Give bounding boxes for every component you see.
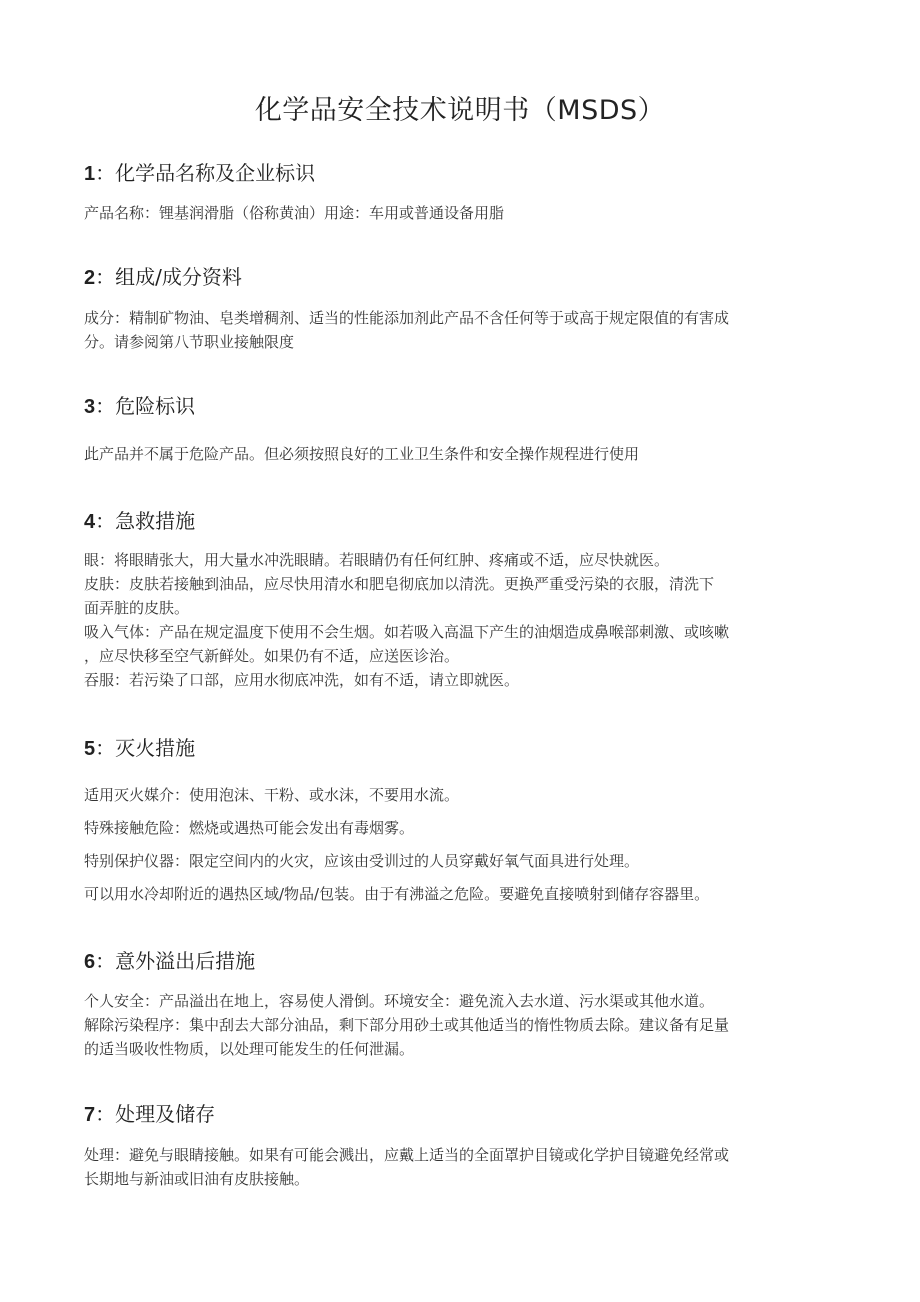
section-1: [84, 160, 844, 187]
section-title: ：组成/成分资料: [95, 265, 242, 289]
section-heading: [84, 1101, 844, 1128]
section-number: 1: [84, 163, 96, 185]
section-heading: [84, 264, 844, 291]
paragraph-line: 产品名称：锂基润滑脂（俗称黄油）用途：车用或普通设备用脂: [84, 204, 505, 222]
section-4-body: [84, 548, 844, 692]
paragraph-line: 吸入气体：产品在规定温度下使用不会生烟。如若吸入高温下产生的油烟造成鼻喉部刺激、或咳嗽: [84, 623, 730, 641]
paragraph-line: 眼：将眼睛张大，用大量水冲洗眼睛。若眼睛仍有任何红肿、疼痛或不适，应尽快就医。: [84, 551, 670, 569]
section-number: 7: [84, 1104, 96, 1126]
section-6-body: [84, 989, 844, 1061]
paragraph-line: 处理：避免与眼睛接触。如果有可能会溅出，应戴上适当的全面罩护目镜或化学护目镜避免经常或: [84, 1146, 730, 1164]
section-3: [84, 393, 844, 420]
section-heading: [84, 508, 844, 535]
paragraph-line: 此产品并不属于危险产品。但必须按照良好的工业卫生条件和安全操作规程进行使用: [84, 445, 640, 463]
section-heading: [84, 160, 844, 187]
section-5: [84, 735, 844, 762]
section-number: 3: [84, 396, 96, 418]
section-title: ：灭火措施: [95, 736, 196, 760]
paragraph-line: 成分：精制矿物油、皂类增稠剂、适当的性能添加剂此产品不含任何等于或高于规定限值的有害成: [84, 309, 730, 327]
section-heading: [84, 735, 844, 762]
section-number: 6: [84, 951, 96, 973]
section-3-body: [84, 442, 844, 466]
paragraph-line: 的适当吸收性物质，以处理可能发生的任何泄漏。: [84, 1040, 415, 1058]
paragraph-line: 分。请参阅第八节职业接触限度: [84, 333, 295, 351]
section-2: [84, 264, 844, 291]
section-title: ：处理及储存: [95, 1102, 216, 1126]
section-7: [84, 1101, 844, 1128]
paragraph-line: 个人安全：产品溢出在地上，容易使人滑倒。环境安全：避免流入去水道、污水渠或其他水道。: [84, 992, 715, 1010]
section-heading: [84, 948, 844, 975]
section-number: 2: [84, 267, 96, 289]
section-6: [84, 948, 844, 975]
section-title: ：化学品名称及企业标识: [95, 161, 316, 185]
section-title: ：意外溢出后措施: [95, 949, 256, 973]
paragraph-line: 长期地与新油或旧油有皮肤接触。: [84, 1170, 310, 1188]
section-1-body: [84, 201, 844, 225]
section-5-body: [84, 779, 844, 911]
paragraph-line: 面弄脏的皮肤。: [84, 599, 190, 617]
paragraph-line: 特别保护仪器：限定空间内的火灾，应该由受训过的人员穿戴好氧气面具进行处理。: [84, 852, 640, 870]
paragraph-line: 可以用水冷却附近的遇热区域/物品/包装。由于有沸溢之危险。要避免直接喷射到储存容器里。: [84, 885, 710, 903]
paragraph-line: 皮肤：皮肤若接触到油品，应尽快用清水和肥皂彻底加以清洗。更换严重受污染的衣服，清洗下: [84, 575, 715, 593]
section-title: ：急救措施: [95, 509, 196, 533]
section-number: 4: [84, 511, 96, 533]
paragraph-line: 吞服：若污染了口部，应用水彻底冲洗，如有不适，请立即就医。: [84, 671, 520, 689]
section-2-body: [84, 306, 844, 354]
section-7-body: [84, 1143, 844, 1191]
paragraph-line: 解除污染程序：集中刮去大部分油品，剩下部分用砂土或其他适当的惰性物质去除。建议备有足量: [84, 1016, 730, 1034]
section-number: 5: [84, 738, 96, 760]
paragraph-line: 适用灭火媒介：使用泡沫、干粉、或水沫，不要用水流。: [84, 786, 460, 804]
section-heading: [84, 393, 844, 420]
page-title: 化学品安全技术说明书（MSDS）: [254, 95, 666, 126]
section-title: ：危险标识: [95, 394, 196, 418]
section-4: [84, 508, 844, 535]
paragraph-line: ，应尽快移至空气新鲜处。如果仍有不适，应送医诊治。: [84, 647, 460, 665]
paragraph-line: 特殊接触危险：燃烧或遇热可能会发出有毒烟雾。: [84, 819, 415, 837]
